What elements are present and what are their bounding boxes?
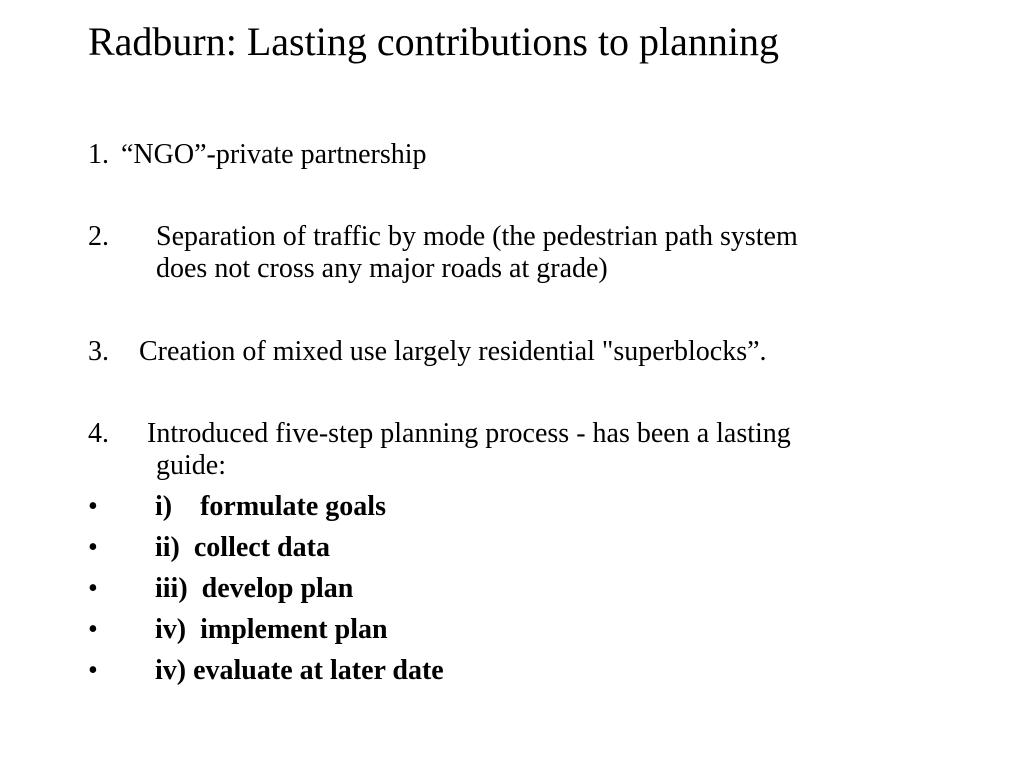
slide-title: Radburn: Lasting contributions to planning xyxy=(88,19,780,64)
bullet-2-marker: • xyxy=(88,532,98,563)
bullet-4-marker: • xyxy=(88,614,98,645)
bullet-item-3 xyxy=(88,573,688,605)
item-2-number: 2. xyxy=(88,221,109,252)
bullet-4-text: iv) implement plan xyxy=(155,614,388,645)
bullet-item-4 xyxy=(88,614,688,646)
bullet-item-5 xyxy=(88,655,688,687)
bullet-1-marker: • xyxy=(88,491,98,522)
list-item-3 xyxy=(88,336,988,368)
bullet-1-text: i) formulate goals xyxy=(155,491,386,522)
item-3-text: Creation of mixed use largely residential "superblocks”. xyxy=(139,336,767,367)
item-3-number: 3. xyxy=(88,336,109,367)
list-item-2 xyxy=(88,221,988,285)
bullet-5-text: iv) evaluate at later date xyxy=(155,655,444,686)
item-4-number: 4. xyxy=(88,418,109,449)
bullet-3-text: iii) develop plan xyxy=(155,573,354,604)
bullet-item-2 xyxy=(88,532,688,564)
item-4-line-2: guide: xyxy=(156,450,226,481)
bullet-2-text: ii) collect data xyxy=(155,532,330,563)
item-1-text: “NGO”-private partnership xyxy=(121,139,427,170)
bullet-5-marker: • xyxy=(88,655,98,686)
item-4-line-1: Introduced five-step planning process - has been a lasting xyxy=(147,418,791,449)
list-item-4 xyxy=(88,418,988,482)
item-2-line-1: Separation of traffic by mode (the pedestrian path system xyxy=(156,221,798,252)
item-2-line-2: does not cross any major roads at grade) xyxy=(156,253,608,284)
item-1-number: 1. xyxy=(88,139,109,170)
bullet-item-1 xyxy=(88,491,688,523)
list-item-1 xyxy=(88,139,888,171)
bullet-3-marker: • xyxy=(88,573,98,604)
